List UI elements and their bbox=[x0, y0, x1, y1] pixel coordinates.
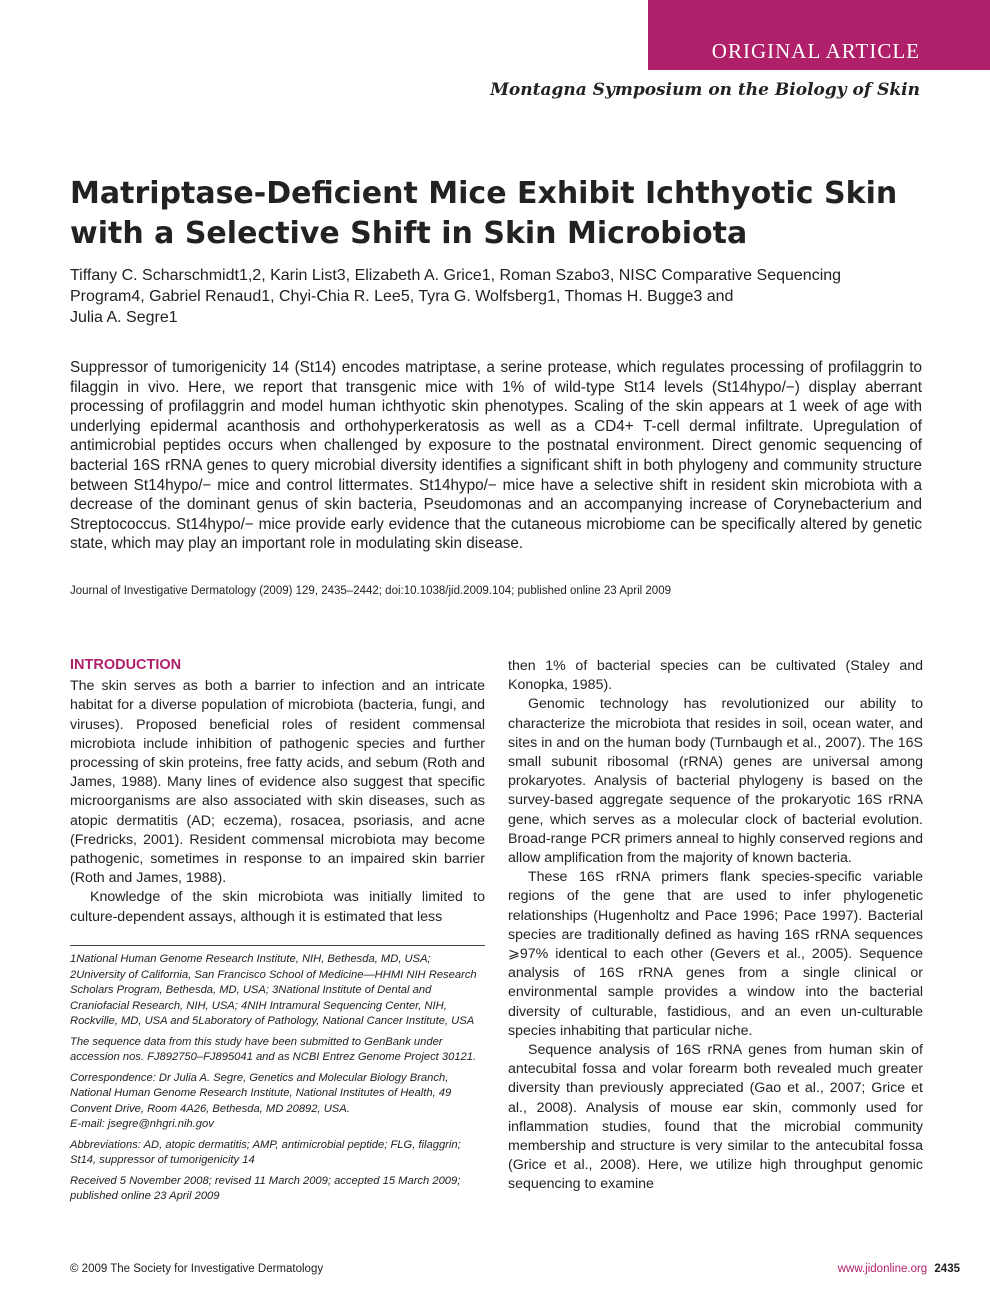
affiliations-footnote: 1National Human Genome Research Institute, NIH, Bethesda, MD, USA; 2University of California, San Francisco School of Medicine—HHMI NIH Research Scholars Program, Bethesda, MD, USA; 3National Institute of Dental and Craniofacial Research, NIH, USA; 4NIH Intramural Sequencing Center, NIH, Rockville, MD, USA and 5Laboratory of Pathology, National Cancer Institute, USA bbox=[70, 953, 477, 1027]
left-column bbox=[70, 656, 485, 927]
article-type-banner bbox=[648, 0, 990, 70]
body-paragraph: then 1% of bacterial species can be cultivated (Staley and Konopka, 1985). bbox=[508, 658, 923, 694]
email-text: E-mail: jsegre@nhgri.nih.gov bbox=[70, 1118, 214, 1130]
body-paragraph: Genomic technology has revolutionized our ability to characterize the microbiota that resides in soil, ocean water, and sites in and on the human body (Turnbaugh et al., 2007). The 16S small subunit ribosomal (rRNA) genes are universal among prokaryotes. Analysis of bacterial phylogeny is based on the survey-based aggregate sequence of the prokaryotic 16S rRNA gene, which serves as a molecular clock of bacterial evolution. Broad-range PCR primers anneal to highly conserved regions and allow amplification from the majority of known bacteria. bbox=[508, 696, 923, 867]
page-footer bbox=[838, 1263, 960, 1275]
body-paragraph: Knowledge of the skin microbiota was initially limited to culture-dependent assays, although it is estimated that less bbox=[70, 889, 485, 925]
journal-url-link[interactable]: www.jidonline.org bbox=[837, 1263, 928, 1275]
copyright-notice: © 2009 The Society for Investigative Dermatology bbox=[70, 1263, 324, 1275]
journal-citation: Journal of Investigative Dermatology (2009) 129, 2435–2442; doi:10.1038/jid.2009.104; published online 23 April 2009 bbox=[70, 585, 671, 597]
abstract: Suppressor of tumorigenicity 14 (St14) encodes matriptase, a serine protease, which regulates processing of profilaggrin to filaggin in vivo. Here, we report that transgenic mice with 1% of wild-type St14 levels (St14hypo/−) display aberrant processing of profilaggrin and model human ichthyotic skin phenotypes. Scaling of the skin appears at 1 week of age with underlying epidermal acanthosis and orthohyperkeratosis as well as a CD4+ T-cell dermal infiltrate. Upregulation of antimicrobial peptides occurs when challenged by exposure to the postnatal environment. Direct genomic sequencing of bacterial 16S rRNA genes to query microbial diversity identifies a significant shift in both phylogeny and community structure between St14hypo/− mice and control littermates. St14hypo/− mice have a selective shift in resident skin microbiota with a decrease of the dominant genus of skin bacteria, Pseudomonas and an accompanying increase of Corynebacterium and Streptococcus. St14hypo/− mice provide early evidence that the cutaneous microbiome can be specifically altered by genetic state, which may play an important role in modulating skin disease. bbox=[70, 359, 922, 553]
author-line-3: Julia A. Segre1 bbox=[70, 309, 178, 326]
sequence-data-footnote: The sequence data from this study have been submitted to GenBank under accession nos. FJ892750–FJ895041 and as NCBI Entrez Genome Project 30121. bbox=[70, 1035, 477, 1063]
body-paragraph: These 16S rRNA primers flank species-specific variable regions of the gene that are used to infer phylogenetic relationships (Hugenholtz and Pace 1996; Pace 1997). Bacterial species are traditionally defined as having 16S rRNA sequences ⩾97% identical to each other (Gevers et al., 2005). Sequence analysis of 16S rRNA genes from a single clinical or environmental sample provides a window into the bacterial diversity of culturable, fastidious, and an even un-culturable species inhabiting that particular niche. bbox=[508, 869, 923, 1039]
dates-footnote: Received 5 November 2008; revised 11 March 2009; accepted 15 March 2009; published online 23 April 2009 bbox=[70, 1174, 461, 1202]
article-title: Matriptase-Deficient Mice Exhibit Ichthyotic Skin with a Selective Shift in Skin Microbiota bbox=[70, 176, 898, 251]
author-list bbox=[70, 265, 930, 328]
right-column bbox=[508, 657, 923, 1195]
article-type-label: ORIGINAL ARTICLE bbox=[711, 39, 920, 63]
correspondence-text: Correspondence: Dr Julia A. Segre, Genetics and Molecular Biology Branch, National Human Genome Research Institute, National Institutes of Health, 49 Convent Drive, Room 4A26, Bethesda, MD 20892, USA. bbox=[70, 1071, 452, 1115]
author-line-1: Tiffany C. Scharschmidt1,2, Karin List3, Elizabeth A. Grice1, Roman Szabo3, NISC Comparative Sequencing bbox=[70, 267, 842, 284]
correspondence-footnote bbox=[70, 1071, 485, 1133]
abbreviations-footnote: Abbreviations: AD, atopic dermatitis; AMP, antimicrobial peptide; FLG, filaggrin; St14, suppressor of tumorigenicity 14 bbox=[70, 1138, 461, 1166]
introduction-heading: INTRODUCTION bbox=[70, 657, 182, 673]
page-number: 2435 bbox=[934, 1263, 960, 1275]
author-line-2: Program4, Gabriel Renaud1, Chyi-Chia R. Lee5, Tyra G. Wolfsberg1, Thomas H. Bugge3 and bbox=[70, 288, 734, 305]
symposium-heading: Montagna Symposium on the Biology of Skin bbox=[490, 80, 920, 100]
footnote-divider bbox=[70, 945, 485, 946]
footnotes bbox=[70, 952, 485, 1210]
body-paragraph: Sequence analysis of 16S rRNA genes from human skin of antecubital fossa and volar forearm both revealed much greater diversity than previously appreciated (Gao et al., 2007; Grice et al., 2008). Analysis of mouse ear skin, commonly used for inflammation studies, found that the microbial community membership and structure is very similar to the antecubital fossa (Grice et al., 2008). Here, we utilize high throughput genomic sequencing to examine bbox=[508, 1042, 923, 1193]
body-paragraph: The skin serves as both a barrier to infection and an intricate habitat for a diverse population of microbiota (bacteria, fungi, and viruses). Proposed beneficial roles of resident commensal microbiota include inhibition of pathogenic species and further processing of skin proteins, free fatty acids, and sebum (Roth and James, 1988). Many lines of evidence also suggest that specific microorganisms are also associated with skin diseases, such as atopic dermatitis (AD; eczema), rosacea, psoriasis, and acne (Fredricks, 2001). Resident commensal microbiota may become pathogenic, sometimes in response to an impaired skin barrier (Roth and James, 1988). bbox=[70, 678, 485, 887]
